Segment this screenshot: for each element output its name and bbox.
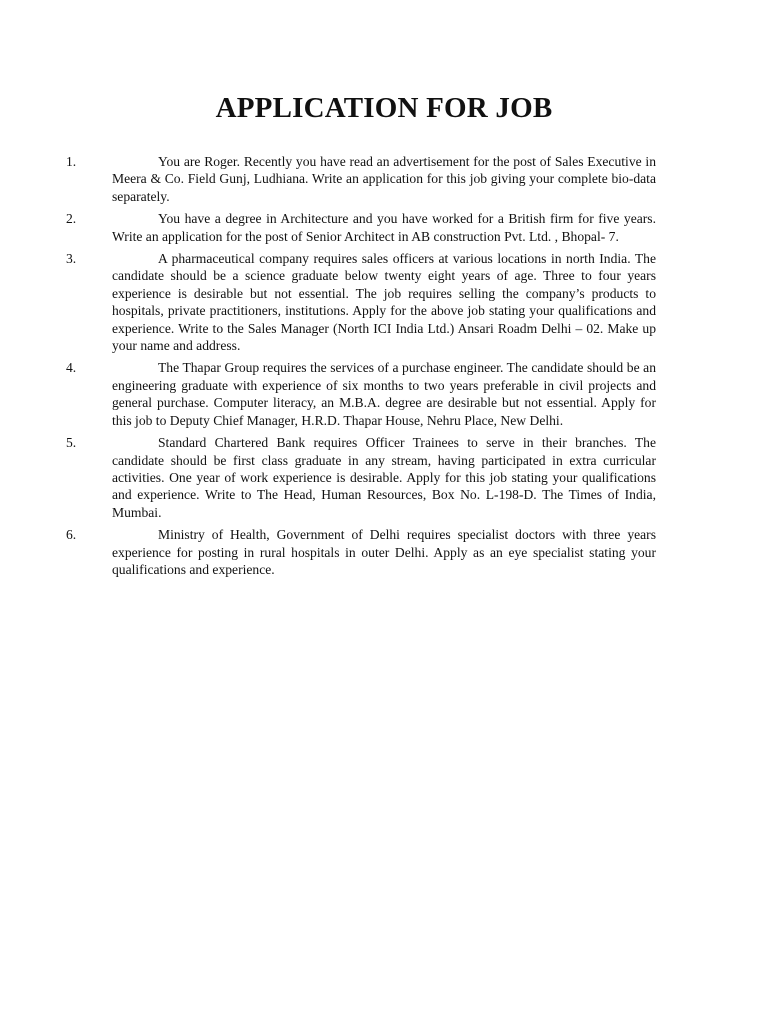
question-text: You have a degree in Architecture and you have worked for a British firm for five years. Write an application for the post of Senior Architect in AB construction Pvt. Ltd. , Bhopal- 7. <box>112 211 656 244</box>
question-number: 5. <box>66 435 77 451</box>
question-text: The Thapar Group requires the services of a purchase engineer. The candidate should be an engineering graduate with experience of six months to two years preferable in civil projects and general purchase. Computer literacy, an M.B.A. degree are desirable but not essential. Apply for this job to Deputy Chief Manager, H.R.D. Thapar House, Nehru Place, New Delhi. <box>112 360 656 428</box>
question-text: You are Roger. Recently you have read an advertisement for the post of Sales Executive in Meera & Co. Field Gunj, Ludhiana. Write an application for this job giving your complete bio-data separately. <box>112 154 656 204</box>
question-number: 3. <box>66 251 77 267</box>
question-number: 2. <box>66 211 77 227</box>
page-title: APPLICATION FOR JOB <box>215 92 553 124</box>
question-number: 4. <box>66 360 77 376</box>
question-number: 6. <box>66 527 77 543</box>
question-item <box>66 434 656 521</box>
question-item <box>66 250 656 354</box>
question-list <box>66 153 656 583</box>
question-number: 1. <box>66 154 77 169</box>
question-text: A pharmaceutical company requires sales officers at various locations in north India. The candidate should be a science graduate below twenty eight years of age. Three to four years experience is desirable but not essential. The job requires selling the company’s products to hospitals, private practitioners, institutions. Apply for the above job stating your qualifications and experience. Write to the Sales Manager (North ICI India Ltd.) Ansari Roadm Delhi – 02. Make up your name and address. <box>112 251 656 354</box>
question-item <box>66 210 656 245</box>
question-item <box>66 359 656 429</box>
question-text: Ministry of Health, Government of Delhi requires specialist doctors with three years experience for posting in rural hospitals in outer Delhi. Apply as an eye specialist stating your qualifications and experience. <box>112 527 656 577</box>
question-item <box>66 153 656 205</box>
question-text: Standard Chartered Bank requires Officer Trainees to serve in their branches. The candidate should be first class graduate in any stream, having participated in extra curricular activities. One year of work experience is desirable. Apply for this job stating your qualifications and experience. Write to The Head, Human Resources, Box No. L-198-D. The Times of India, Mumbai. <box>112 435 656 520</box>
question-item <box>66 526 656 578</box>
